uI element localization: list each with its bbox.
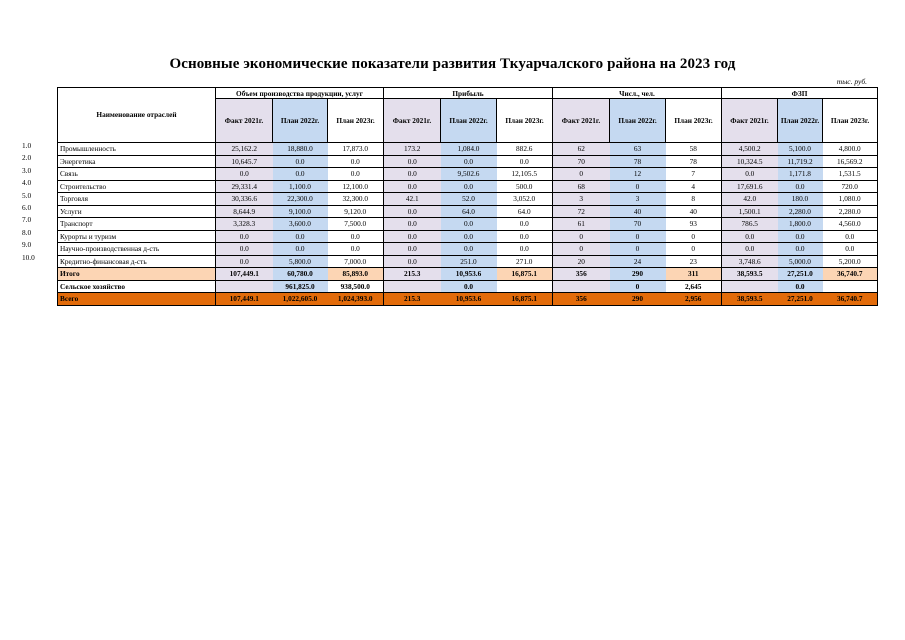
table-cell: 961,825.0 <box>273 280 328 293</box>
unit-label: тыс. руб. <box>836 77 867 86</box>
table-cell <box>216 280 273 293</box>
row-number: 4.0 <box>22 178 32 188</box>
table-cell: 0.0 <box>328 155 384 168</box>
table-cell: 0.0 <box>384 155 441 168</box>
table-cell: 70 <box>610 218 666 231</box>
table-cell: 78 <box>666 155 722 168</box>
table-cell: 0.0 <box>216 168 273 181</box>
table-cell: 0.0 <box>722 168 778 181</box>
table-cell: 30,336.6 <box>216 193 273 206</box>
table-cell: 938,500.0 <box>328 280 384 293</box>
table-cell: 27,251.0 <box>778 268 823 281</box>
table-row <box>58 230 878 243</box>
table-cell: 0 <box>553 243 610 256</box>
table-cell: 0.0 <box>441 155 497 168</box>
table-cell: 16,875.1 <box>497 268 553 281</box>
table-cell: 93 <box>666 218 722 231</box>
table-cell: 0 <box>610 180 666 193</box>
table-cell: 0.0 <box>384 205 441 218</box>
table-cell: 27,251.0 <box>778 293 823 306</box>
row-label: Всего <box>58 293 216 306</box>
table-row <box>58 243 878 256</box>
table-cell: 786.5 <box>722 218 778 231</box>
table-cell: 17,691.6 <box>722 180 778 193</box>
table-cell: 0.0 <box>823 243 878 256</box>
table-cell: 0.0 <box>384 168 441 181</box>
table-cell: 1,024,393.0 <box>328 293 384 306</box>
table-cell: 0.0 <box>441 243 497 256</box>
table-cell: 0.0 <box>273 230 328 243</box>
table-cell: 3 <box>610 193 666 206</box>
column-header: Факт 2021г. <box>384 99 441 143</box>
row-number: 3.0 <box>22 165 32 175</box>
table-cell: 356 <box>553 268 610 281</box>
row-label: Услуги <box>58 205 216 218</box>
table-row <box>58 193 878 206</box>
table-cell: 9,120.0 <box>328 205 384 218</box>
table-cell: 0.0 <box>722 243 778 256</box>
table-cell: 4,500.2 <box>722 143 778 156</box>
row-label: Промышленность <box>58 143 216 156</box>
table-cell: 36,740.7 <box>823 293 878 306</box>
table-cell: 10,645.7 <box>216 155 273 168</box>
table-cell: 38,593.5 <box>722 268 778 281</box>
total-row <box>58 293 878 306</box>
row-label: Строительство <box>58 180 216 193</box>
table-cell: 0 <box>610 230 666 243</box>
table-cell: 64.0 <box>441 205 497 218</box>
agriculture-row <box>58 280 878 293</box>
row-number: 7.0 <box>22 215 32 225</box>
table-cell: 12,105.5 <box>497 168 553 181</box>
table-cell: 720.0 <box>823 180 878 193</box>
table-cell: 356 <box>553 293 610 306</box>
table-cell: 5,100.0 <box>778 143 823 156</box>
table-cell: 20 <box>553 255 610 268</box>
column-header: План 2022г. <box>441 99 497 143</box>
table-cell: 0.0 <box>384 180 441 193</box>
table-cell: 0 <box>610 243 666 256</box>
table-cell: 64.0 <box>497 205 553 218</box>
table-cell: 0.0 <box>328 230 384 243</box>
table-cell: 1,080.0 <box>823 193 878 206</box>
table-cell: 107,449.1 <box>216 293 273 306</box>
table-cell: 40 <box>666 205 722 218</box>
table-cell: 1,084.0 <box>441 143 497 156</box>
column-header: План 2023г. <box>497 99 553 143</box>
table-cell: 0.0 <box>441 218 497 231</box>
table-cell: 29,331.4 <box>216 180 273 193</box>
table-cell: 16,875.1 <box>497 293 553 306</box>
row-number: 2.0 <box>22 153 32 163</box>
table-cell: 1,800.0 <box>778 218 823 231</box>
table-cell: 290 <box>610 293 666 306</box>
table-row <box>58 143 878 156</box>
table-cell: 17,873.0 <box>328 143 384 156</box>
table-cell: 0.0 <box>273 168 328 181</box>
table-cell: 70 <box>553 155 610 168</box>
table-cell: 0.0 <box>778 280 823 293</box>
table-cell: 0.0 <box>778 243 823 256</box>
column-header: Факт 2021г. <box>722 99 778 143</box>
group-header-payroll: ФЗП <box>722 88 878 99</box>
group-header-headcount: Числ., чел. <box>553 88 722 99</box>
table-cell: 0.0 <box>216 230 273 243</box>
column-header: Факт 2021г. <box>553 99 610 143</box>
table-cell: 1,500.1 <box>722 205 778 218</box>
row-label: Курорты и туризм <box>58 230 216 243</box>
table-cell: 5,200.0 <box>823 255 878 268</box>
table-cell: 11,719.2 <box>778 155 823 168</box>
table-cell: 3,052.0 <box>497 193 553 206</box>
table-cell <box>384 280 441 293</box>
table-cell: 12,100.0 <box>328 180 384 193</box>
table-cell: 7,000.0 <box>328 255 384 268</box>
table-cell <box>553 280 610 293</box>
row-label: Сельское хозяйство <box>58 280 216 293</box>
table-cell: 0.0 <box>273 155 328 168</box>
table-cell: 52.0 <box>441 193 497 206</box>
table-cell: 16,569.2 <box>823 155 878 168</box>
table-cell: 107,449.1 <box>216 268 273 281</box>
table-cell: 271.0 <box>497 255 553 268</box>
table-cell: 9,100.0 <box>273 205 328 218</box>
table-cell: 2,280.0 <box>823 205 878 218</box>
column-header: План 2022г. <box>778 99 823 143</box>
table-cell: 0.0 <box>328 243 384 256</box>
group-header-production: Объем производства продукции, услуг <box>216 88 384 99</box>
table-cell: 78 <box>610 155 666 168</box>
table-cell: 1,100.0 <box>273 180 328 193</box>
table-cell: 9,502.6 <box>441 168 497 181</box>
table-cell: 2,956 <box>666 293 722 306</box>
table-cell: 1,171.8 <box>778 168 823 181</box>
table-cell: 0.0 <box>823 230 878 243</box>
row-label: Кредитно-финансовая д-сть <box>58 255 216 268</box>
table-row <box>58 205 878 218</box>
table-cell: 0.0 <box>497 155 553 168</box>
table-cell: 3,748.6 <box>722 255 778 268</box>
table-cell: 0.0 <box>722 230 778 243</box>
table-cell: 0 <box>553 230 610 243</box>
table-cell: 23 <box>666 255 722 268</box>
table-cell <box>823 280 878 293</box>
table-cell: 7 <box>666 168 722 181</box>
table-cell: 24 <box>610 255 666 268</box>
table-cell: 22,300.0 <box>273 193 328 206</box>
table-cell: 68 <box>553 180 610 193</box>
table-cell: 5,800.0 <box>273 255 328 268</box>
table-cell: 0.0 <box>497 218 553 231</box>
table-cell: 251.0 <box>441 255 497 268</box>
table-cell: 0.0 <box>384 243 441 256</box>
column-header: План 2023г. <box>328 99 384 143</box>
table-cell: 4,800.0 <box>823 143 878 156</box>
table-cell: 0.0 <box>441 280 497 293</box>
table-cell: 0.0 <box>497 243 553 256</box>
table-cell: 0.0 <box>216 255 273 268</box>
table-cell: 10,324.5 <box>722 155 778 168</box>
table-cell: 290 <box>610 268 666 281</box>
table-cell: 3,600.0 <box>273 218 328 231</box>
row-label: Транспорт <box>58 218 216 231</box>
row-label: Торговля <box>58 193 216 206</box>
table-cell: 500.0 <box>497 180 553 193</box>
column-header: План 2023г. <box>823 99 878 143</box>
table-cell: 882.6 <box>497 143 553 156</box>
table-cell: 18,880.0 <box>273 143 328 156</box>
table-cell: 40 <box>610 205 666 218</box>
indicators-table <box>57 87 878 306</box>
subtotal-row <box>58 268 878 281</box>
table-cell: 2,645 <box>666 280 722 293</box>
table-cell: 180.0 <box>778 193 823 206</box>
page-title: Основные экономические показатели развития Ткуарчалского района на 2023 год <box>169 56 736 72</box>
table-cell: 4 <box>666 180 722 193</box>
table-cell: 0.0 <box>384 230 441 243</box>
table-cell: 0.0 <box>441 180 497 193</box>
table-cell: 85,893.0 <box>328 268 384 281</box>
row-number: 9.0 <box>22 240 32 250</box>
table-cell: 0.0 <box>778 180 823 193</box>
table-cell: 5,000.0 <box>778 255 823 268</box>
table-cell: 60,780.0 <box>273 268 328 281</box>
table-cell: 311 <box>666 268 722 281</box>
table-cell: 3,328.3 <box>216 218 273 231</box>
table-cell: 0 <box>666 230 722 243</box>
group-header-profit: Прибыль <box>384 88 553 99</box>
table-cell: 32,300.0 <box>328 193 384 206</box>
row-number: 6.0 <box>22 203 32 212</box>
table-cell: 10,953.6 <box>441 268 497 281</box>
table-cell: 215.3 <box>384 268 441 281</box>
row-label: Связь <box>58 168 216 181</box>
table-cell: 0 <box>610 280 666 293</box>
row-label: Научно-производственная д-сть <box>58 243 216 256</box>
table-cell: 0.0 <box>384 218 441 231</box>
table-cell: 0.0 <box>328 168 384 181</box>
table-cell: 0.0 <box>441 230 497 243</box>
table-row <box>58 168 878 181</box>
row-number: 8.0 <box>22 227 32 237</box>
table-row <box>58 155 878 168</box>
table-cell: 63 <box>610 143 666 156</box>
table-cell: 3 <box>553 193 610 206</box>
table-cell: 0.0 <box>273 243 328 256</box>
table-cell <box>722 280 778 293</box>
table-cell: 7,500.0 <box>328 218 384 231</box>
table-cell <box>497 280 553 293</box>
table-cell: 42.1 <box>384 193 441 206</box>
table-cell: 72 <box>553 205 610 218</box>
column-header: Факт 2021г. <box>216 99 273 143</box>
table-cell: 62 <box>553 143 610 156</box>
table-cell: 1,531.5 <box>823 168 878 181</box>
table-cell: 173.2 <box>384 143 441 156</box>
table-cell: 2,280.0 <box>778 205 823 218</box>
table-row <box>58 255 878 268</box>
table-cell: 0.0 <box>216 243 273 256</box>
table-cell: 12 <box>610 168 666 181</box>
table-cell: 61 <box>553 218 610 231</box>
table-cell: 25,162.2 <box>216 143 273 156</box>
table-cell: 0 <box>666 243 722 256</box>
row-number: 10.0 <box>22 252 35 262</box>
table-cell: 215.3 <box>384 293 441 306</box>
table-cell: 36,740.7 <box>823 268 878 281</box>
table-cell: 4,560.0 <box>823 218 878 231</box>
name-column-header: Наименование отраслей <box>58 88 216 143</box>
table-cell: 8 <box>666 193 722 206</box>
column-header: План 2022г. <box>273 99 328 143</box>
table-cell: 42.0 <box>722 193 778 206</box>
table-cell: 8,644.9 <box>216 205 273 218</box>
table-row <box>58 180 878 193</box>
table-cell: 0 <box>553 168 610 181</box>
column-header: План 2022г. <box>610 99 666 143</box>
row-label: Итого <box>58 268 216 281</box>
column-header: План 2023г. <box>666 99 722 143</box>
row-number: 5.0 <box>22 190 32 200</box>
table-cell: 0.0 <box>497 230 553 243</box>
table-cell: 38,593.5 <box>722 293 778 306</box>
table-cell: 1,022,605.0 <box>273 293 328 306</box>
table-row <box>58 218 878 231</box>
row-number: 1.0 <box>22 141 32 150</box>
table-cell: 0.0 <box>384 255 441 268</box>
table-cell: 10,953.6 <box>441 293 497 306</box>
row-label: Энергетика <box>58 155 216 168</box>
table-cell: 0.0 <box>778 230 823 243</box>
table-cell: 58 <box>666 143 722 156</box>
